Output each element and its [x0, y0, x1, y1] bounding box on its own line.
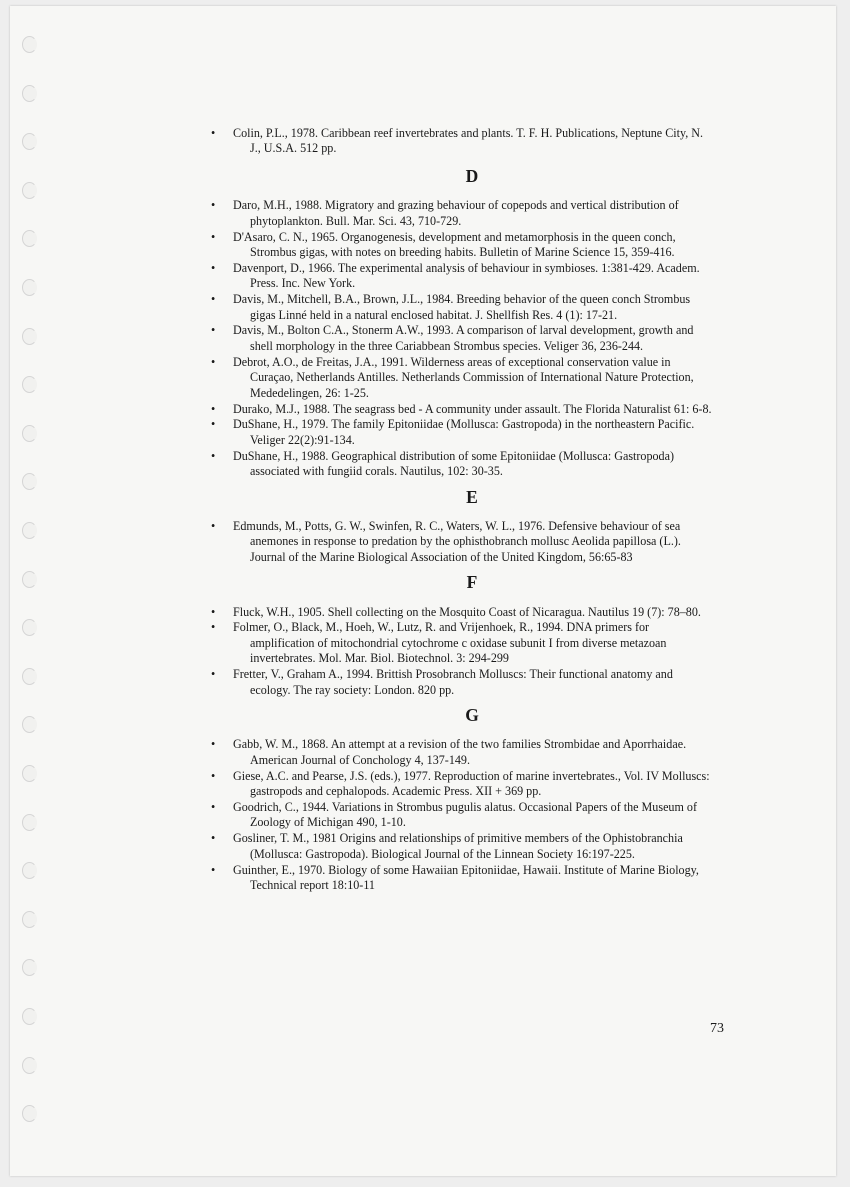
reference-entry — [211, 292, 733, 323]
reference-entry — [211, 230, 733, 261]
reference-line: Goodrich, C., 1944. Variations in Strombus pugulis alatus. Occasional Papers of the Museum of — [233, 800, 697, 815]
reference-line: Edmunds, M., Potts, G. W., Swinfen, R. C., Waters, W. L., 1976. Defensive behaviour of sea — [233, 518, 681, 533]
bullet-icon: • — [211, 292, 216, 307]
section-letter-e: E — [466, 486, 478, 507]
bullet-icon: • — [211, 862, 216, 877]
reference-line: Curaçao, Netherlands Antilles. Netherlands Commission of International Nature Protection, — [250, 370, 694, 385]
reference-line: Strombus gigas, with notes on breeding habits. Bulletin of Marine Science 15, 359-416. — [250, 244, 675, 259]
reference-line: Durako, M.J., 1988. The seagrass bed - A community under assault. The Florida Naturalist 61: 6-8. — [233, 401, 712, 416]
reference-line: invertebrates. Mol. Mar. Biol. Biotechnol. 3: 294-299 — [250, 651, 509, 666]
bullet-icon: • — [211, 620, 216, 635]
reference-line: (Mollusca: Gastropoda). Biological Journal of the Linnean Society 16:197-225. — [250, 846, 635, 861]
binder-hole — [22, 36, 37, 53]
reference-line: American Journal of Conchology 4, 137-149. — [250, 752, 470, 767]
reference-line: Folmer, O., Black, M., Hoeh, W., Lutz, R. and Vrijenhoek, R., 1994. DNA primers for — [233, 620, 650, 635]
reference-line: Gabb, W. M., 1868. An attempt at a revision of the two families Strombidae and Aporrhaidae. — [233, 737, 687, 752]
reference-line: Gosliner, T. M., 1981 Origins and relationships of primitive members of the Ophistobranchia — [233, 831, 683, 846]
bullet-icon: • — [211, 401, 216, 416]
reference-line: Zoology of Michigan 490, 1-10. — [250, 815, 406, 830]
reference-line: Debrot, A.O., de Freitas, J.A., 1991. Wilderness areas of exceptional conservation value in — [233, 354, 671, 369]
binder-hole — [22, 182, 37, 199]
binder-hole — [22, 279, 37, 296]
bullet-icon: • — [211, 667, 216, 682]
binder-hole — [22, 1008, 37, 1025]
binder-hole — [22, 668, 37, 685]
binder-hole — [22, 522, 37, 539]
reference-line: ecology. The ray society: London. 820 pp. — [250, 682, 455, 697]
binder-hole — [22, 425, 37, 442]
binder-hole — [22, 1105, 37, 1122]
reference-line: Colin, P.L., 1978. Caribbean reef invertebrates and plants. T. F. H. Publications, Neptune City, N. — [233, 126, 704, 140]
bullet-icon: • — [211, 354, 216, 369]
reference-line: Press. Inc. New York. — [250, 276, 356, 291]
reference-list — [211, 126, 733, 893]
reference-entry — [211, 402, 733, 417]
binder-hole — [22, 619, 37, 636]
binder-hole — [22, 473, 37, 490]
reference-entry — [211, 355, 733, 401]
reference-entry — [211, 323, 733, 354]
reference-entry — [211, 737, 733, 768]
binder-hole — [22, 85, 37, 102]
binder-hole — [22, 1057, 37, 1074]
bullet-icon: • — [211, 323, 216, 338]
bullet-icon: • — [211, 260, 216, 275]
section-letter-g: G — [465, 705, 479, 725]
reference-line: J., U.S.A. 512 pp. — [250, 141, 337, 156]
reference-line: Guinther, E., 1970. Biology of some Hawaiian Epitoniidae, Hawaii. Institute of Marine Biology, — [233, 862, 699, 877]
reference-line: Daro, M.H., 1988. Migratory and grazing behaviour of copepods and vertical distribution of — [233, 198, 679, 213]
document-page — [10, 6, 836, 1176]
reference-line: Davenport, D., 1966. The experimental analysis of behaviour in symbioses. 1:381-429. Academ. — [233, 260, 700, 275]
reference-entry — [211, 449, 733, 480]
reference-line: Mededelingen, 26: 1-25. — [250, 385, 369, 400]
bullet-icon: • — [211, 800, 216, 815]
reference-line: gastropods and cephalopods. Academic Press. XII + 369 pp. — [250, 784, 542, 799]
page-number: 73 — [710, 1021, 724, 1036]
bullet-icon: • — [211, 417, 216, 432]
reference-line: Journal of the Marine Biological Association of the United Kingdom, 56:65-83 — [250, 549, 633, 564]
binder-hole — [22, 814, 37, 831]
binder-hole — [22, 230, 37, 247]
reference-line: anemones in response to predation by the ophisthobranch mollusc Aeolida papillosa (L.). — [250, 534, 681, 549]
reference-entry — [211, 863, 733, 894]
reference-line: shell morphology in the three Cariabbean Strombus species. Veliger 36, 236-244. — [250, 338, 644, 353]
binder-hole — [22, 911, 37, 928]
binder-hole — [22, 716, 37, 733]
bullet-icon: • — [211, 604, 216, 619]
reference-entry — [211, 831, 733, 862]
reference-entry — [211, 198, 733, 229]
bullet-icon: • — [211, 518, 216, 533]
section-letter-f: F — [466, 572, 478, 593]
bullet-icon: • — [211, 768, 216, 783]
reference-line: associated with fungiid corals. Nautilus, 102: 30-35. — [250, 464, 503, 479]
reference-line: amplification of mitochondrial cytochrome c oxidase subunit I from diverse metazoan — [250, 635, 667, 650]
reference-line: DuShane, H., 1988. Geographical distribution of some Epitoniidae (Mollusca: Gastropoda) — [233, 448, 674, 463]
reference-line: DuShane, H., 1979. The family Epitoniidae (Mollusca: Gastropoda) in the northeastern Pacific. — [233, 417, 695, 432]
reference-entry — [211, 519, 733, 565]
reference-entry — [211, 417, 733, 448]
bullet-icon: • — [211, 448, 216, 463]
reference-line: gigas Linné held in a natural enclosed habitat. J. Shellfish Res. 4 (1): 17-21. — [250, 307, 618, 322]
reference-entry — [211, 800, 733, 831]
bullet-icon: • — [211, 126, 216, 140]
reference-entry — [211, 605, 733, 620]
section-letter-d: D — [465, 165, 479, 186]
binder-hole — [22, 571, 37, 588]
reference-line: Technical report 18:10-11 — [250, 878, 375, 893]
reference-line: Veliger 22(2):91-134. — [250, 432, 355, 447]
reference-line: Giese, A.C. and Pearse, J.S. (eds.), 1977. Reproduction of marine invertebrates., Vol. IV Molluscs: — [233, 768, 710, 783]
reference-line: Fretter, V., Graham A., 1994. Brittish Prosobranch Molluscs: Their functional anatomy and — [233, 667, 673, 682]
bullet-icon: • — [211, 229, 216, 244]
bullet-icon: • — [211, 198, 216, 213]
reference-entry — [211, 620, 733, 666]
reference-entry — [211, 126, 733, 157]
reference-entry — [211, 667, 733, 698]
binder-hole — [22, 862, 37, 879]
reference-line: Davis, M., Mitchell, B.A., Brown, J.L., 1984. Breeding behavior of the queen conch Strombus — [233, 292, 691, 307]
binder-hole — [22, 765, 37, 782]
reference-line: Davis, M., Bolton C.A., Stonerm A.W., 1993. A comparison of larval development, growth and — [233, 323, 694, 338]
binder-hole — [22, 328, 37, 345]
reference-entry — [211, 261, 733, 292]
binder-hole — [22, 376, 37, 393]
binder-hole — [22, 959, 37, 976]
reference-line: Fluck, W.H., 1905. Shell collecting on the Mosquito Coast of Nicaragua. Nautilus 19 (7): 78–80. — [233, 604, 701, 619]
binder-hole — [22, 133, 37, 150]
bullet-icon: • — [211, 737, 216, 752]
reference-line: D'Asaro, C. N., 1965. Organogenesis, development and metamorphosis in the queen conch, — [233, 229, 676, 244]
reference-entry — [211, 769, 733, 800]
reference-line: phytoplankton. Bull. Mar. Sci. 43, 710-729. — [250, 213, 462, 228]
bullet-icon: • — [211, 831, 216, 846]
